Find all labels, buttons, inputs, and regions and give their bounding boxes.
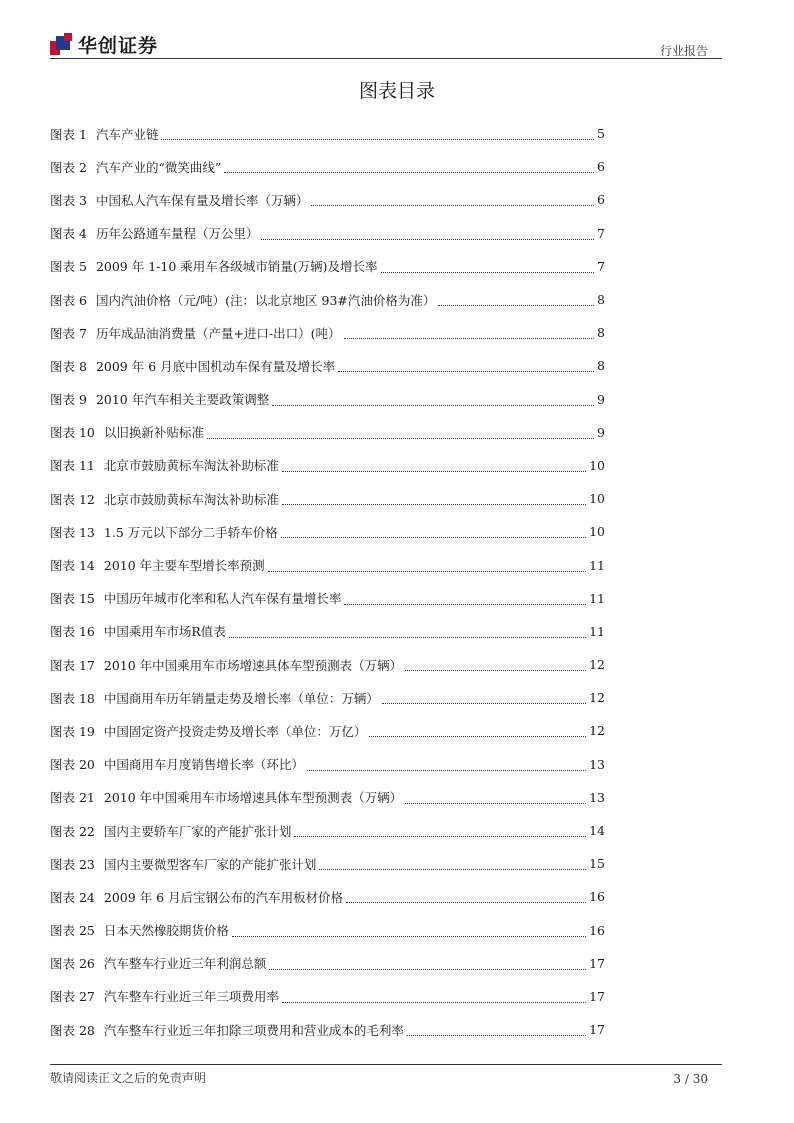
leader-dots xyxy=(161,127,594,140)
figure-label: 图表 9 xyxy=(50,392,87,408)
figure-title: 中国历年城市化率和私人汽车保有量增长率 xyxy=(103,591,342,607)
figure-page-number: 17 xyxy=(589,1022,605,1038)
figure-title: 历年成品油消费量（产量+进口-出口）(吨） xyxy=(95,325,341,341)
leader-dots xyxy=(282,459,586,472)
figure-page-number: 17 xyxy=(589,988,605,1004)
leader-dots xyxy=(268,559,586,572)
figure-title: 历年公路通车量程（万公里） xyxy=(95,226,259,242)
toc-entry[interactable] xyxy=(50,615,605,648)
table-of-figures xyxy=(50,117,605,1046)
figure-title: 2009 年 1-10 乘用车各级城市销量(万辆)及增长率 xyxy=(95,259,378,275)
leader-dots xyxy=(369,724,586,737)
figure-page-number: 14 xyxy=(589,823,605,839)
figure-label: 图表 6 xyxy=(50,292,87,308)
disclaimer-note: 敬请阅读正文之后的免责声明 xyxy=(50,1071,207,1085)
figure-title: 汽车整车行业近三年三项费用率 xyxy=(103,989,279,1005)
company-logo xyxy=(50,32,158,56)
leader-dots xyxy=(229,625,586,638)
figure-page-number: 17 xyxy=(589,955,605,971)
leader-dots xyxy=(338,359,594,372)
figure-label: 图表 21 xyxy=(50,790,95,806)
figure-title: 2010 年中国乘用车市场增速具体车型预测表（万辆） xyxy=(103,790,403,806)
figure-label: 图表 8 xyxy=(50,358,87,374)
leader-dots xyxy=(405,658,586,671)
figure-title: 北京市鼓励黄标车淘汰补助标准 xyxy=(103,458,279,474)
toc-entry[interactable] xyxy=(50,947,605,980)
figure-label: 图表 11 xyxy=(50,458,95,474)
leader-dots xyxy=(272,393,594,406)
figure-label: 图表 23 xyxy=(50,856,95,872)
figure-label: 图表 1 xyxy=(50,126,87,142)
leader-dots xyxy=(346,890,586,903)
figure-label: 图表 7 xyxy=(50,325,87,341)
figure-label: 图表 22 xyxy=(50,823,95,839)
figure-label: 图表 5 xyxy=(50,259,87,275)
figure-page-number: 15 xyxy=(589,856,605,872)
figure-label: 图表 13 xyxy=(50,524,95,540)
figure-title: 2010 年主要车型增长率预测 xyxy=(103,558,265,574)
toc-entry[interactable] xyxy=(50,648,605,681)
figure-label: 图表 18 xyxy=(50,690,95,706)
page-header xyxy=(50,32,722,59)
figure-title: 2010 年中国乘用车市场增速具体车型预测表（万辆） xyxy=(103,657,403,673)
toc-entry[interactable] xyxy=(50,117,605,150)
figure-page-number: 13 xyxy=(589,789,605,805)
leader-dots xyxy=(307,758,586,771)
leader-dots xyxy=(232,924,586,937)
figure-title: 国内主要微型客车厂家的产能扩张计划 xyxy=(103,856,317,872)
toc-entry[interactable] xyxy=(50,914,605,947)
figure-title: 国内汽油价格（元/吨）(注：以北京地区 93#汽油价格为准） xyxy=(95,292,436,308)
figure-title: 北京市鼓励黄标车淘汰补助标准 xyxy=(103,491,279,507)
toc-entry[interactable] xyxy=(50,681,605,714)
figure-title: 中国固定资产投资走势及增长率（单位：万亿） xyxy=(103,723,367,739)
figure-page-number: 7 xyxy=(597,225,605,241)
figure-title: 中国私人汽车保有量及增长率（万辆） xyxy=(95,192,309,208)
figure-label: 图表 15 xyxy=(50,591,95,607)
figure-page-number: 10 xyxy=(589,457,605,473)
figure-title: 以旧换新补贴标准 xyxy=(103,425,204,441)
figure-page-number: 11 xyxy=(589,590,605,606)
leader-dots xyxy=(282,492,586,505)
leader-dots xyxy=(311,193,594,206)
figure-page-number: 8 xyxy=(597,325,605,341)
leader-dots xyxy=(344,326,595,339)
leader-dots xyxy=(319,857,586,870)
leader-dots xyxy=(294,824,586,837)
figure-label: 图表 10 xyxy=(50,425,95,441)
toc-entry[interactable] xyxy=(50,217,605,250)
toc-entry[interactable] xyxy=(50,349,605,382)
figure-page-number: 12 xyxy=(589,690,605,706)
leader-dots xyxy=(407,1023,586,1036)
figure-label: 图表 14 xyxy=(50,558,95,574)
figure-page-number: 13 xyxy=(589,756,605,772)
toc-entry[interactable] xyxy=(50,150,605,183)
figure-page-number: 9 xyxy=(597,391,605,407)
figure-title: 2009 年 6 月底中国机动车保有量及增长率 xyxy=(95,358,336,374)
figure-title: 中国商用车月度销售增长率（环比） xyxy=(103,757,304,773)
figure-label: 图表 16 xyxy=(50,624,95,640)
page-title: 图表目录 xyxy=(358,80,435,102)
figure-title: 汽车产业的“微笑曲线” xyxy=(95,159,222,175)
figure-page-number: 10 xyxy=(589,524,605,540)
logo-icon xyxy=(50,33,74,55)
leader-dots xyxy=(269,957,586,970)
leader-dots xyxy=(438,293,594,306)
toc-entry[interactable] xyxy=(50,383,605,416)
toc-entry[interactable] xyxy=(50,880,605,913)
document-type: 行业报告 xyxy=(659,44,708,58)
page-footer xyxy=(50,1064,722,1086)
figure-page-number: 8 xyxy=(597,358,605,374)
figure-title: 汽车整车行业近三年利润总额 xyxy=(103,956,267,972)
figure-page-number: 6 xyxy=(597,192,605,208)
figure-page-number: 7 xyxy=(597,258,605,274)
brand-name: 华创证券 xyxy=(78,34,159,57)
leader-dots xyxy=(381,260,595,273)
figure-title: 日本天然橡胶期货价格 xyxy=(103,923,229,939)
figure-page-number: 5 xyxy=(597,126,605,142)
figure-page-number: 9 xyxy=(597,424,605,440)
toc-entry[interactable] xyxy=(50,316,605,349)
toc-entry[interactable] xyxy=(50,548,605,581)
leader-dots xyxy=(282,990,586,1003)
toc-entry[interactable] xyxy=(50,482,605,515)
leader-dots xyxy=(344,592,586,605)
figure-title: 中国商用车历年销量走势及增长率（单位：万辆） xyxy=(103,690,379,706)
toc-entry[interactable] xyxy=(50,1013,605,1046)
toc-entry[interactable] xyxy=(50,283,605,316)
toc-entry[interactable] xyxy=(50,416,605,449)
figure-page-number: 11 xyxy=(589,623,605,639)
leader-dots xyxy=(207,426,594,439)
toc-entry[interactable] xyxy=(50,250,605,283)
figure-label: 图表 24 xyxy=(50,889,95,905)
figure-label: 图表 4 xyxy=(50,226,87,242)
figure-label: 图表 17 xyxy=(50,657,95,673)
figure-label: 图表 12 xyxy=(50,491,95,507)
figure-label: 图表 3 xyxy=(50,192,87,208)
toc-entry[interactable] xyxy=(50,714,605,747)
figure-page-number: 11 xyxy=(589,557,605,573)
toc-entry[interactable] xyxy=(50,847,605,880)
figure-title: 汽车整车行业近三年扣除三项费用和营业成本的毛利率 xyxy=(103,1022,404,1038)
figure-title: 2010 年汽车相关主要政策调整 xyxy=(95,392,270,408)
leader-dots xyxy=(382,691,586,704)
figure-label: 图表 28 xyxy=(50,1022,95,1038)
toc-entry[interactable] xyxy=(50,582,605,615)
figure-page-number: 12 xyxy=(589,723,605,739)
leader-dots xyxy=(281,525,586,538)
toc-entry[interactable] xyxy=(50,814,605,847)
toc-entry[interactable] xyxy=(50,449,605,482)
figure-page-number: 16 xyxy=(589,922,605,938)
toc-entry[interactable] xyxy=(50,515,605,548)
figure-page-number: 10 xyxy=(589,491,605,507)
figure-label: 图表 26 xyxy=(50,956,95,972)
figure-page-number: 6 xyxy=(597,159,605,175)
figure-label: 图表 25 xyxy=(50,923,95,939)
figure-title: 国内主要轿车厂家的产能扩张计划 xyxy=(103,823,292,839)
figure-label: 图表 20 xyxy=(50,757,95,773)
figure-title: 中国乘用车市场R值表 xyxy=(103,624,226,640)
leader-dots xyxy=(224,160,594,173)
figure-label: 图表 2 xyxy=(50,159,87,175)
figure-page-number: 16 xyxy=(589,889,605,905)
page-number: 3 / 30 xyxy=(673,1072,708,1086)
figure-title: 1.5 万元以下部分二手轿车价格 xyxy=(103,524,278,540)
figure-title: 2009 年 6 月后宝钢公布的汽车用板材价格 xyxy=(103,889,344,905)
leader-dots xyxy=(405,791,586,804)
toc-entry[interactable] xyxy=(50,781,605,814)
figure-title: 汽车产业链 xyxy=(95,126,159,142)
figure-label: 图表 19 xyxy=(50,723,95,739)
leader-dots xyxy=(261,227,594,240)
toc-entry[interactable] xyxy=(50,183,605,216)
figure-page-number: 8 xyxy=(597,292,605,308)
figure-page-number: 12 xyxy=(589,657,605,673)
toc-entry[interactable] xyxy=(50,980,605,1013)
figure-label: 图表 27 xyxy=(50,989,95,1005)
toc-entry[interactable] xyxy=(50,748,605,781)
